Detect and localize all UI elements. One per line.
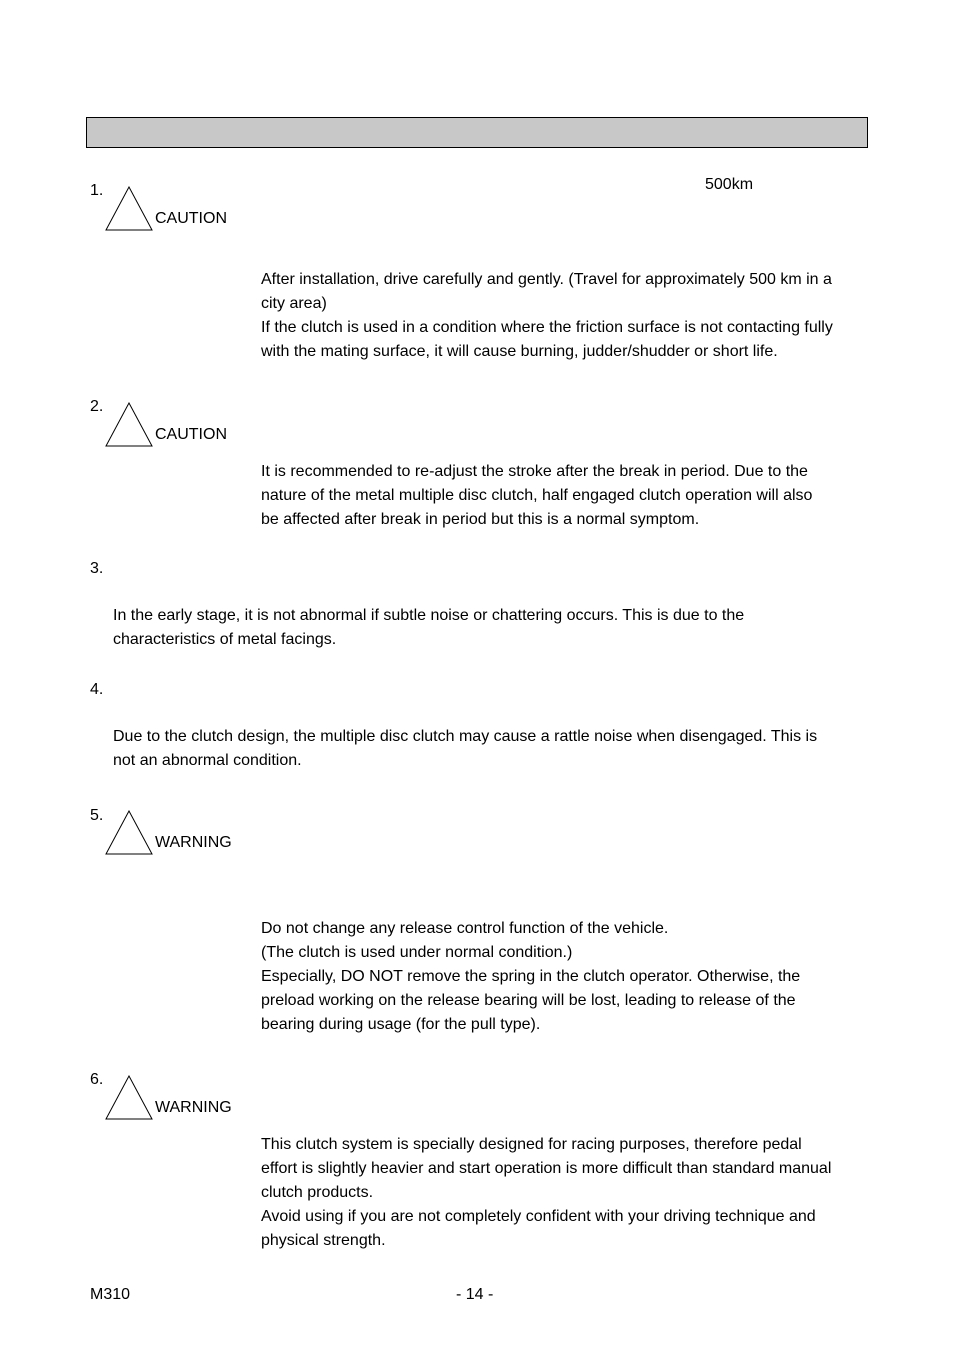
- item-text: [113, 725, 817, 773]
- caution-label: CAUTION: [155, 210, 227, 227]
- text-line: (The clutch is used under normal condition.): [261, 944, 573, 961]
- item-number: 5.: [90, 807, 104, 824]
- warning-triangle-icon: [105, 810, 153, 855]
- text-line: characteristics of metal facings.: [113, 631, 337, 648]
- text-line: preload working on the release bearing will be lost, leading to release of the: [261, 992, 796, 1009]
- text-line: This clutch system is specially designed for racing purposes, therefore pedal: [261, 1136, 802, 1153]
- caution-triangle-icon: [105, 402, 153, 447]
- warning-label: WARNING: [155, 1099, 232, 1116]
- text-line: with the mating surface, it will cause burning, judder/shudder or short life.: [261, 343, 778, 360]
- text-line: After installation, drive carefully and gently. (Travel for approximately 500 km in a: [261, 271, 832, 288]
- text-line: physical strength.: [261, 1232, 386, 1249]
- text-line: Due to the clutch design, the multiple disc clutch may cause a rattle noise when disengaged. This is: [113, 728, 818, 745]
- distance-note: 500km: [705, 176, 754, 193]
- text-line: nature of the metal multiple disc clutch, half engaged clutch operation will also: [261, 487, 813, 504]
- item-text: [261, 1133, 831, 1253]
- text-line: effort is slightly heavier and start operation is more difficult than standard manual: [261, 1160, 832, 1177]
- section-header-bar: [86, 117, 868, 148]
- text-line: clutch products.: [261, 1184, 374, 1201]
- item-number: 2.: [90, 398, 104, 415]
- text-line: Especially, DO NOT remove the spring in the clutch operator. Otherwise, the: [261, 968, 801, 985]
- page-number: - 14 -: [456, 1286, 494, 1303]
- text-line: be affected after break in period but this is a normal symptom.: [261, 511, 700, 528]
- text-line: city area): [261, 295, 327, 312]
- footer-model: M310: [90, 1286, 131, 1303]
- item-text: [113, 604, 744, 652]
- text-line: Do not change any release control function of the vehicle.: [261, 920, 669, 937]
- item-number: 6.: [90, 1071, 104, 1088]
- text-line: It is recommended to re-adjust the stroke after the break in period. Due to the: [261, 463, 808, 480]
- caution-triangle-icon: [105, 186, 153, 231]
- text-line: not an abnormal condition.: [113, 752, 302, 769]
- warning-triangle-icon: [105, 1075, 153, 1120]
- caution-label: CAUTION: [155, 426, 227, 443]
- item-text: [261, 460, 812, 532]
- item-text: [261, 917, 800, 1037]
- text-line: In the early stage, it is not abnormal if subtle noise or chattering occurs. This is due to the: [113, 607, 745, 624]
- item-text: [261, 268, 833, 364]
- warning-label: WARNING: [155, 834, 232, 851]
- item-number: 3.: [90, 560, 104, 577]
- text-line: bearing during usage (for the pull type).: [261, 1016, 541, 1033]
- item-number: 1.: [90, 182, 104, 199]
- text-line: If the clutch is used in a condition where the friction surface is not contacting fully: [261, 319, 833, 336]
- text-line: Avoid using if you are not completely confident with your driving technique and: [261, 1208, 816, 1225]
- item-number: 4.: [90, 681, 104, 698]
